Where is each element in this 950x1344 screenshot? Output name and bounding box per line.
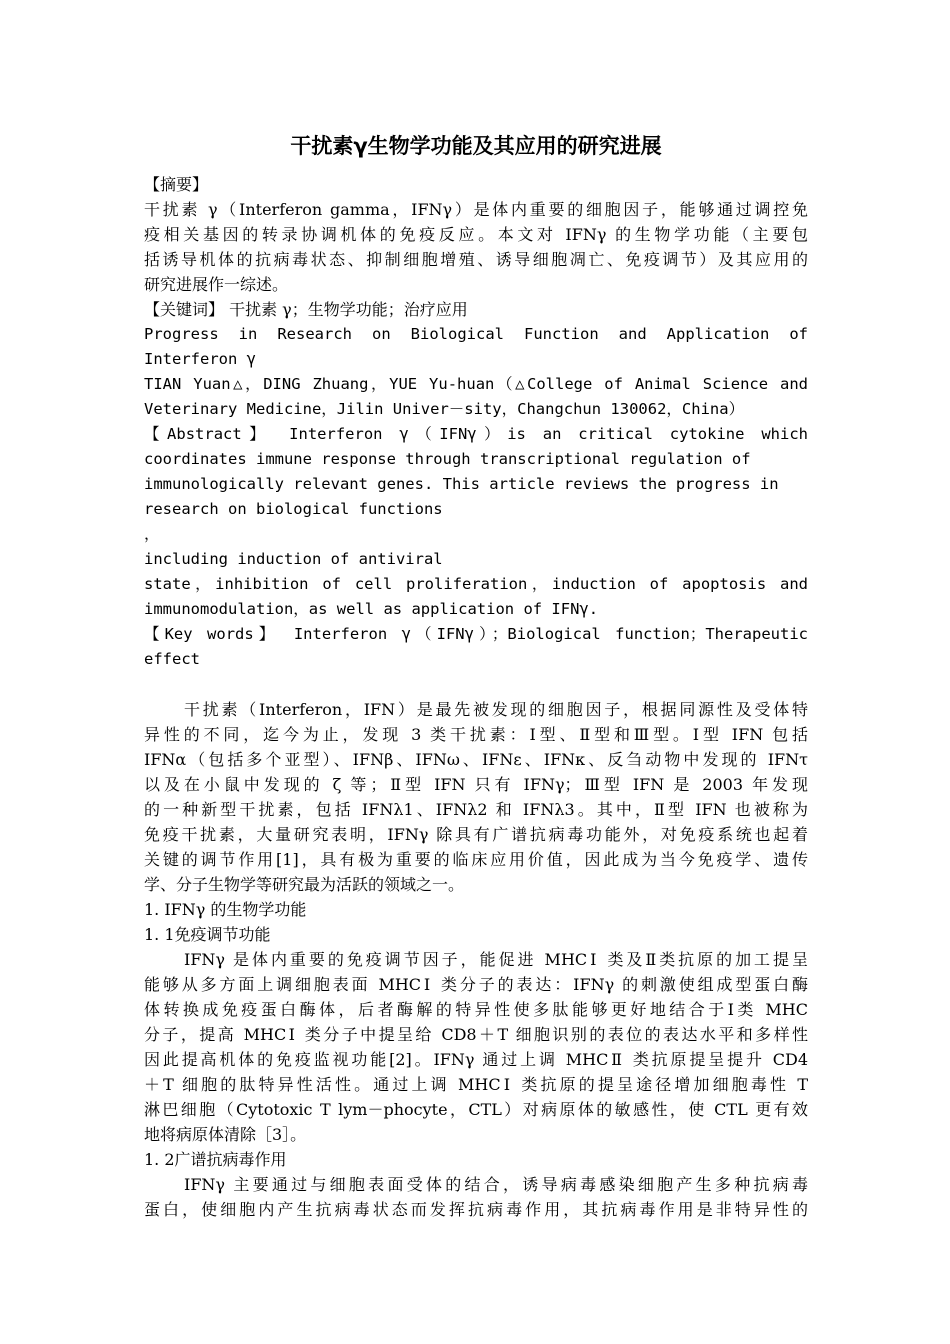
body-line: 能够从多方面上调细胞表面 MHCⅠ 类分子的表达：IFNγ 的刺激使组成型蛋白酶	[144, 975, 808, 994]
intro-line: 以及在小鼠中发现的 ζ 等；Ⅱ型 IFN 只有 IFNγ；Ⅲ型 IFN 是 2003 年发现	[144, 775, 808, 794]
abstract-cn-line: 疫相关基因的转录协调机体的免疫反应。本文对 IFNγ 的生物学功能（主要包	[144, 225, 808, 244]
body-line: ＋T 细胞的肽特异性活性。通过上调 MHCⅠ 类抗原的提呈途径增加细胞毒性 T	[144, 1075, 808, 1094]
body-line: IFNγ 是体内重要的免疫调节因子，能促进 MHCⅠ 类及Ⅱ类抗原的加工提呈	[184, 950, 808, 969]
abstract-en-line: immunologically relevant genes. This article reviews the progress in	[144, 475, 779, 493]
subsection-heading: 1. 1免疫调节功能	[144, 925, 271, 944]
abstract-en-line: including induction of antiviral	[144, 550, 443, 568]
intro-line: 关键的调节作用[1]，具有极为重要的临床应用价值，因此成为当今免疫学、遗传	[144, 850, 808, 869]
english-title-line: Progress in Research on Biological Function and Application of	[144, 325, 808, 343]
body-line: 蛋白，使细胞内产生抗病毒状态而发挥抗病毒作用，其抗病毒作用是非特异性的	[144, 1200, 808, 1219]
document-page	[144, 130, 808, 1222]
intro-line: 学、分子生物学等研究最为活跃的领域之一。	[144, 875, 465, 894]
body-line: IFNγ 主要通过与细胞表面受体的结合，诱导病毒感染细胞产生多种抗病毒	[184, 1175, 808, 1194]
abstract-en-line: 【Abstract】 Interferon γ（IFNγ）is an critical cytokine which	[144, 425, 808, 443]
body-line: 因此提高机体的免疫监视功能[2]。IFNγ 通过上调 MHCⅡ 类抗原提呈提升 CD4	[144, 1050, 808, 1069]
keywords-en-line: 【Key words】 Interferon γ（IFNγ）；Biological function；Therapeutic	[144, 625, 808, 643]
body-line: 体转换成免疫蛋白酶体，后者酶解的特异性使多肽能够更好地结合于Ⅰ类 MHC	[144, 1000, 808, 1019]
keywords-cn: 【关键词】 干扰素 γ；生物学功能；治疗应用	[144, 300, 468, 319]
intro-line: 干扰素（Interferon，IFN）是最先被发现的细胞因子，根据同源性及受体特	[184, 700, 808, 719]
abstract-cn-line: 干扰素 γ（Interferon gamma，IFNγ）是体内重要的细胞因子，能够通过调控免	[144, 200, 808, 219]
author-line: Veterinary Medicine，Jilin Univer－sity，Changchun 130062，China）	[144, 400, 745, 418]
intro-line: 免疫干扰素，大量研究表明，IFNγ 除具有广谱抗病毒功能外，对免疫系统也起着	[144, 825, 808, 844]
intro-line: IFNα（包括多个亚型）、IFNβ、IFNω、IFNε、IFNκ、反刍动物中发现的 IFNτ	[144, 750, 808, 769]
abstract-en-line: state，inhibition of cell proliferation，induction of apoptosis and	[144, 575, 808, 593]
abstract-cn-line: 研究进展作一综述。	[144, 275, 289, 294]
abstract-en-line: research on biological functions	[144, 500, 443, 518]
section-heading: 1. IFNγ 的生物学功能	[144, 900, 307, 919]
body-line: 淋巴细胞（Cytotoxic T lym－phocyte，CTL）对病原体的敏感性，使 CTL 更有效	[144, 1100, 808, 1119]
abstract-cn-line: 括诱导机体的抗病毒状态、抑制细胞增殖、诱导细胞凋亡、免疫调节）及其应用的	[144, 250, 808, 269]
subsection-heading: 1. 2广谱抗病毒作用	[144, 1150, 287, 1169]
paragraph-gap	[144, 672, 808, 697]
abstract-cn-heading: 【摘要】	[144, 175, 209, 194]
intro-line: 的一种新型干扰素，包括 IFNλ1、IFNλ2 和 IFNλ3。其中，Ⅱ型 IFN 也被称为	[144, 800, 808, 819]
intro-line: 异性的不同，迄今为止，发现 3 类干扰素：Ⅰ型、Ⅱ型和Ⅲ型。Ⅰ型 IFN 包括	[144, 725, 808, 744]
keywords-en-line: effect	[144, 650, 200, 668]
abstract-en-line: immunomodulation，as well as application of IFNγ.	[144, 600, 599, 618]
english-title-line: Interferon γ	[144, 350, 256, 368]
document-title: 干扰素γ生物学功能及其应用的研究进展	[290, 134, 662, 158]
abstract-en-line: coordinates immune response through transcriptional regulation of	[144, 450, 751, 468]
author-line: TIAN Yuan△，DING Zhuang，YUE Yu-huan（△College of Animal Science and	[144, 375, 808, 393]
body-line: 地将病原体清除［3］。	[144, 1125, 307, 1144]
abstract-en-line: ，	[144, 525, 160, 543]
body-line: 分子，提高 MHCⅠ 类分子中提呈给 CD8＋T 细胞识别的表位的表达水平和多样性	[144, 1025, 808, 1044]
